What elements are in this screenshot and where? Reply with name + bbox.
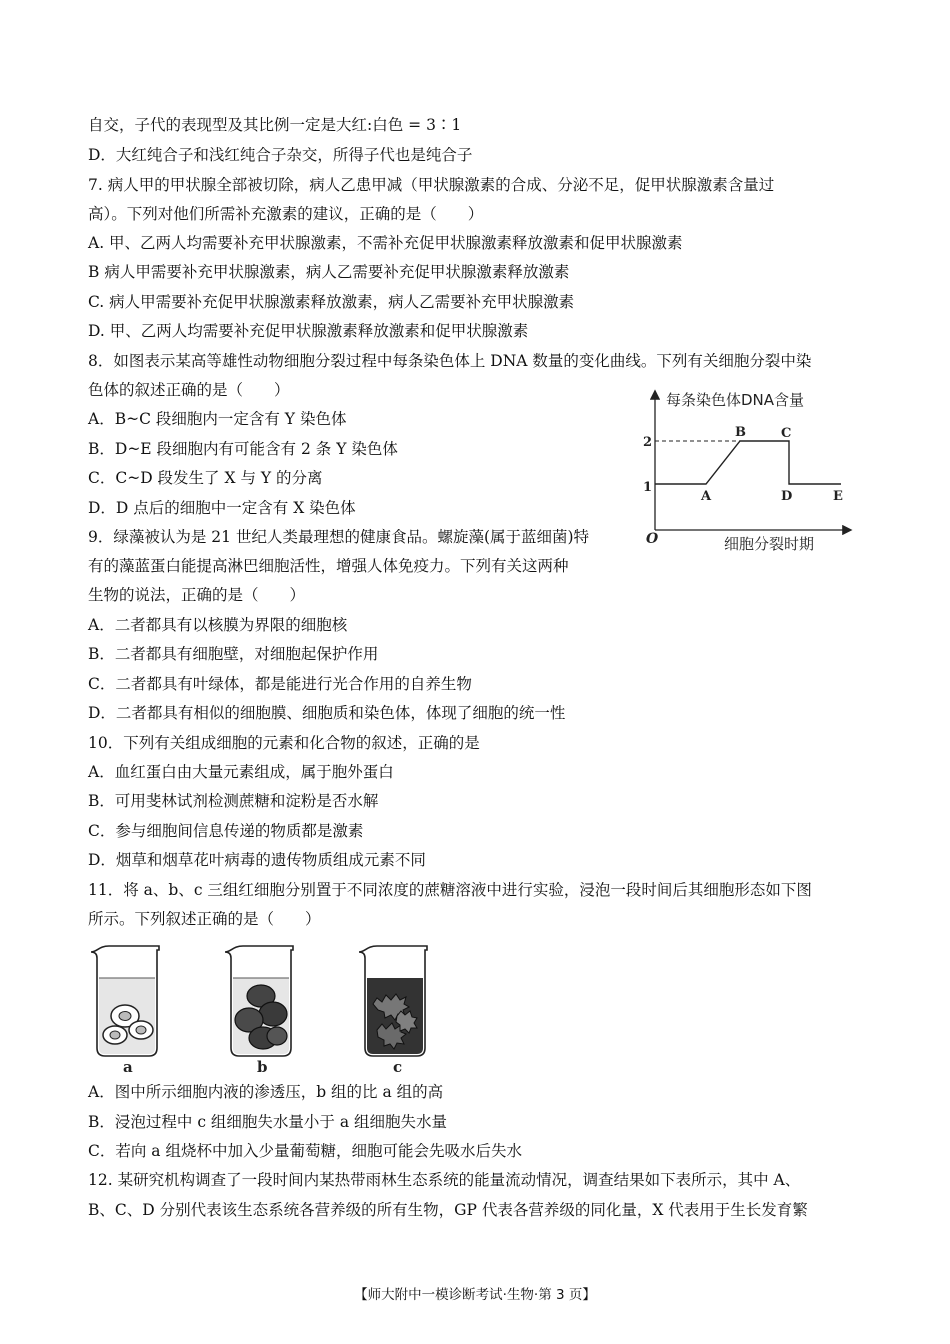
text-line: 8．如图表示某高等雄性动物细胞分裂过程中每条染色体上 DNA 数量的变化曲线。下列有关细胞分裂中染 [88,352,812,370]
text-line: A. 甲、乙两人均需要补充甲状腺激素，不需补充促甲状腺激素释放激素和促甲状腺激素 [88,234,683,252]
beaker-label-a: a [123,1058,133,1076]
text-line: A．B~C 段细胞内一定含有 Y 染色体 [88,410,347,428]
dna-content-graph [636,384,866,556]
text-line: C．C~D 段发生了 X 与 Y 的分离 [88,469,323,487]
graph-title: 每条染色体DNA含量 [666,391,805,409]
point-e: E [833,489,843,504]
beaker-a [91,946,159,1056]
y-tick-2: 2 [643,435,653,450]
point-b: B [735,425,746,440]
text-line: 12. 某研究机构调查了一段时间内某热带雨林生态系统的能量流动情况，调查结果如下表所示，其中 A、 [88,1171,801,1189]
beaker-label-b: b [257,1058,268,1076]
text-line: D．大红纯合子和浅红纯合子杂交，所得子代也是纯合子 [88,146,473,164]
text-line: B．浸泡过程中 c 组细胞失水量小于 a 组细胞失水量 [88,1113,448,1131]
text-line: B．D~E 段细胞内有可能含有 2 条 Y 染色体 [88,440,398,458]
text-line: B．可用斐林试剂检测蔗糖和淀粉是否水解 [88,792,379,810]
beaker-b [225,946,293,1056]
text-line: 生物的说法，正确的是（ ） [88,586,306,604]
dna-curve [655,441,841,484]
text-line: D．烟草和烟草花叶病毒的遗传物质组成元素不同 [88,851,426,869]
origin-label: O [646,531,659,547]
point-a: A [701,489,712,504]
y-tick-1: 1 [643,480,653,495]
text-line: C. 病人甲需要补充促甲状腺激素释放激素，病人乙需要补充甲状腺激素 [88,293,575,311]
text-line: 10．下列有关组成细胞的元素和化合物的叙述，正确的是 [88,734,480,752]
text-line: C．若向 a 组烧杯中加入少量葡萄糖，细胞可能会先吸水后失水 [88,1142,522,1160]
text-line: 高）。下列对他们所需补充激素的建议，正确的是（ ） [88,205,484,223]
point-c: C [781,426,792,441]
text-line: 所示。下列叙述正确的是（ ） [88,910,321,928]
text-line: B．二者都具有细胞壁，对细胞起保护作用 [88,645,379,663]
text-line: D．二者都具有相似的细胞膜、细胞质和染色体，体现了细胞的统一性 [88,704,566,722]
text-line: A．二者都具有以核膜为界限的细胞核 [88,616,348,634]
text-line: C．参与细胞间信息传递的物质都是激素 [88,822,364,840]
beaker-c [359,946,427,1056]
beakers-figure [85,938,445,1076]
point-d: D [781,489,793,504]
text-line: 有的藻蓝蛋白能提高淋巴细胞活性，增强人体免疫力。下列有关这两种 [88,557,569,575]
text-line: D．D 点后的细胞中一定含有 X 染色体 [88,499,356,517]
text-line: A．血红蛋白由大量元素组成，属于胞外蛋白 [88,763,394,781]
text-line: 11．将 a、b、c 三组红细胞分别置于不同浓度的蔗糖溶液中进行实验，浸泡一段时间后其细胞形态如下图 [88,881,812,899]
text-line: 自交，子代的表现型及其比例一定是大红:白色 = 3∶1 [88,116,462,134]
text-line: C．二者都具有叶绿体，都是能进行光合作用的自养生物 [88,675,472,693]
text-line: B、C、D 分别代表该生态系统各营养级的所有生物，GP 代表各营养级的同化量，X 代表用于生长发育繁 [88,1201,808,1219]
text-line: 7. 病人甲的甲状腺全部被切除，病人乙患甲减（甲状腺激素的合成、分泌不足，促甲状腺激素含量过 [88,176,775,194]
text-line: 9．绿藻被认为是 21 世纪人类最理想的健康食品。螺旋藻(属于蓝细菌)特 [88,528,590,546]
x-axis-label: 细胞分裂时期 [724,535,815,553]
text-line: A．图中所示细胞内液的渗透压，b 组的比 a 组的高 [88,1083,444,1101]
text-line: B 病人甲需要补充甲状腺激素，病人乙需要补充促甲状腺激素释放激素 [88,263,570,281]
page-footer: 【师大附中一模诊断考试·生物·第 3 页】 [354,1287,596,1303]
text-line: 色体的叙述正确的是（ ） [88,381,290,399]
beaker-label-c: c [393,1058,403,1076]
text-line: D. 甲、乙两人均需要补充促甲状腺激素释放激素和促甲状腺激素 [88,322,529,340]
